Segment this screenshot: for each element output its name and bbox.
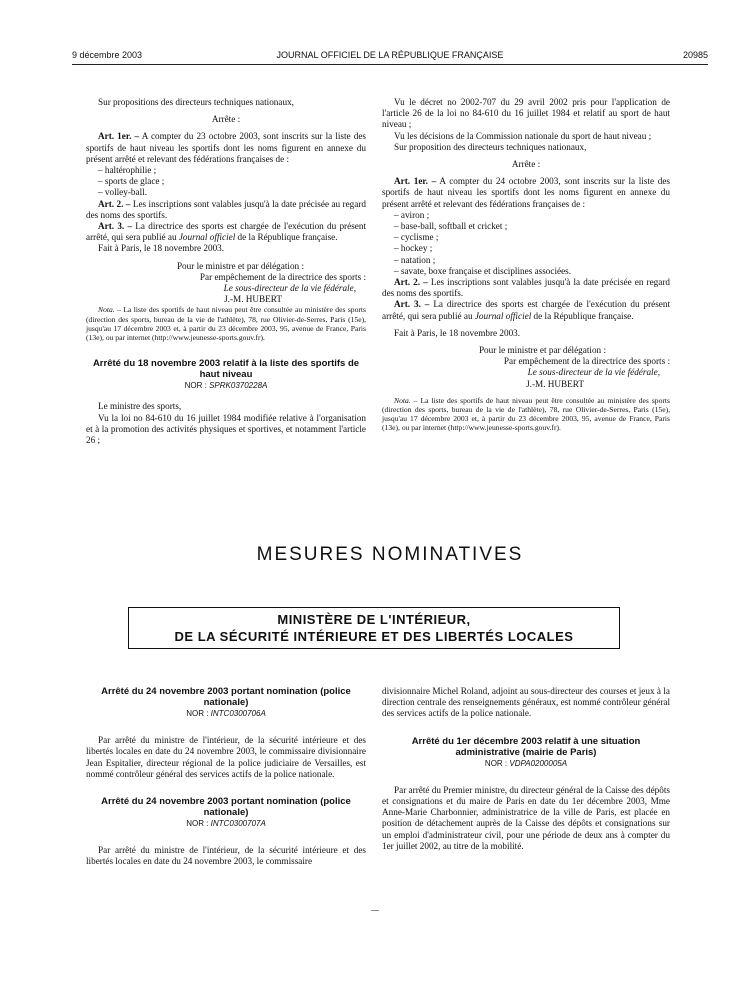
- signature-line-1: Pour le ministre et par délégation :: [176, 260, 304, 271]
- signature-line-3: Le sous-directeur de la vie fédérale,: [527, 367, 660, 378]
- bottom-right-column: [382, 686, 670, 852]
- running-header: [72, 50, 708, 64]
- article-1: [86, 131, 366, 165]
- ministry-box: [128, 607, 620, 649]
- ministry-line-2: DE LA SÉCURITÉ INTÉRIEURE ET DES LIBERTÉS LOCALES: [174, 629, 574, 644]
- arrete-label: Arrête :: [211, 114, 241, 125]
- nor-code: INTC0300706A: [210, 709, 266, 718]
- article-3-text-b: de la République française.: [237, 232, 338, 243]
- top-left-column: [86, 97, 366, 446]
- article-3-label: Art. 3. –: [394, 299, 430, 310]
- list-item: – sports de glace ;: [98, 176, 165, 187]
- arrete-nomination-2-nor: [86, 818, 366, 829]
- article-1-text: A compter du 24 octobre 2003, sont inscrits sur la liste des sportifs de haut niveau les sportifs dont les noms figurent en annexe du présent arrêté et relevant des fédérations françaises de :: [382, 176, 670, 209]
- arrete-18-title: Arrêté du 18 novembre 2003 relatif à la liste des sportifs de haut niveau: [92, 358, 360, 381]
- fait-a-paris: Fait à Paris, le 18 novembre 2003.: [394, 327, 521, 338]
- signature-name: J.-M. HUBERT: [224, 294, 282, 305]
- article-3: [86, 221, 366, 243]
- nota-paragraph: [86, 305, 366, 342]
- arrete-nomination-2-title: Arrêté du 24 novembre 2003 portant nomination (police nationale): [101, 796, 351, 819]
- arrete-nomination-1-title: Arrêté du 24 novembre 2003 portant nomination (police nationale): [101, 686, 351, 708]
- vu-loi-paragraph: Vu la loi no 84-610 du 16 juillet 1984 modifiée relative à l'organisation et à la promotion des activités physiques et sportives, et notamment l'article 26 ;: [86, 412, 366, 446]
- article-1-label: Art. 1er. –: [394, 176, 437, 187]
- arrete-nomination-1-text: Par arrêté du ministre de l'intérieur, de la sécurité intérieure et des libertés locales en date du 24 novembre 2003, le commissaire divisionnaire Jean Espitalier, directeur régional de la police judiciaire de Versailles, est nommé contrôleur général des services actifs de la police nationale.: [86, 735, 366, 779]
- article-2-text: Les inscriptions sont valables jusqu'à la date précisée au regard des noms des sportifs.: [86, 198, 367, 220]
- signature-line-2: Par empêchement de la directrice des sports :: [503, 356, 670, 367]
- arrete-label: Arrête :: [511, 159, 541, 170]
- article-2-label: Art. 2. –: [394, 277, 428, 288]
- header-date: 9 décembre 2003: [72, 50, 143, 60]
- arrete-mairie-text: Par arrêté du Premier ministre, du directeur général de la Caisse des dépôts et consignations et du maire de Paris en date du 1er décembre 2003, Mme Anne-Marie Charbonnier, administratrice de la ville de Paris, est placée en position de détachement auprès de la Caisse des dépôts et consignations sur un emploi d'administrateur civil, pour une période de deux ans à compter du 1er juillet 2002, au titre de la mobilité.: [382, 784, 670, 851]
- nota-label: Nota. –: [98, 305, 121, 315]
- list-item: – aviron ;: [394, 209, 430, 220]
- arrete-mairie-title: Arrêté du 1er décembre 2003 relatif à une situation administrative (mairie de Paris): [411, 735, 641, 758]
- signature-line-3: Le sous-directeur de la vie fédérale,: [223, 283, 356, 294]
- list-item: – haltérophilie ;: [98, 165, 157, 176]
- arrete-nomination-1-nor: [86, 708, 366, 719]
- article-1-text: A compter du 23 octobre 2003, sont inscrits sur la liste des sportifs de haut niveau les sportifs dont les noms figurent en annexe du présent arrêté et relevant des fédérations françaises de :: [86, 131, 366, 164]
- signature-name: J.-M. HUBERT: [526, 378, 584, 389]
- fait-a-paris: Fait à Paris, le 18 novembre 2003.: [98, 243, 225, 254]
- nor-code: SPRK0370228A: [209, 381, 268, 391]
- header-rule: [72, 64, 708, 65]
- article-2-text: Les inscriptions sont valables jusqu'à la date précisée en regard des noms des sportifs.: [382, 277, 670, 299]
- article-3-text-a: La directrice des sports est chargée de l'exécution du présent arrêté, qui sera publié au: [86, 221, 366, 243]
- nor-code: VDPA0200005A: [509, 758, 568, 768]
- list-item: – volley-ball.: [98, 187, 147, 198]
- article-3-text-b: de la République française.: [533, 310, 634, 321]
- list-item: – base-ball, softball et cricket ;: [394, 221, 508, 232]
- nor-label: NOR :: [186, 709, 209, 718]
- journal-officiel-italic: Journal officiel: [178, 232, 236, 243]
- signature-line-1: Pour le ministre et par délégation :: [478, 345, 606, 356]
- arrete-mairie-nor: [382, 758, 670, 769]
- top-right-column: [382, 97, 670, 433]
- vu-decret-paragraph: Vu le décret no 2002-707 du 29 avril 2002 pris pour l'application de l'article 26 de la loi no 84-610 du 16 juillet 1984 et relatif au sport de haut niveau ;: [382, 97, 670, 130]
- article-2-label: Art. 2. –: [98, 198, 131, 209]
- signature-line-2: Par empêchement de la directrice des sports :: [199, 271, 366, 282]
- header-page-number: 20985: [682, 50, 708, 60]
- header-title: JOURNAL OFFICIEL DE LA RÉPUBLIQUE FRANÇAISE: [276, 50, 504, 60]
- nor-label: NOR :: [484, 758, 508, 768]
- nota-label: Nota. –: [394, 395, 418, 405]
- arrete-nomination-2-text: Par arrêté du ministre de l'intérieur, de la sécurité intérieure et des libertés locales en date du 24 novembre 2003, le commissaire: [86, 845, 366, 867]
- list-item: – hockey ;: [394, 243, 433, 254]
- list-item: – cyclisme ;: [394, 232, 439, 243]
- minister-line: Le ministre des sports,: [98, 401, 182, 412]
- section-title: MESURES NOMINATIVES: [256, 544, 524, 565]
- article-2: [86, 199, 366, 221]
- journal-officiel-italic: Journal officiel: [474, 310, 532, 321]
- list-item: – savate, boxe française et disciplines associées.: [394, 265, 572, 276]
- continued-paragraph: divisionnaire Michel Roland, adjoint au sous-directeur des courses et jeux à la direction centrale des renseignements généraux, est nommé contrôleur général des services actifs de la police nationale.: [382, 686, 671, 719]
- nota-paragraph: [382, 396, 670, 433]
- vu-decisions-paragraph: Vu les décisions de la Commission nationale du sport de haut niveau ;: [394, 130, 652, 141]
- ministry-line-1: MINISTÈRE DE L'INTÉRIEUR,: [277, 612, 471, 627]
- intro-paragraph: Sur propositions des directeurs techniques nationaux,: [98, 97, 294, 107]
- footer-mark: [371, 910, 379, 911]
- nor-label: NOR :: [184, 381, 207, 391]
- article-3-text-a: La directrice des sports est chargée de l'exécution du présent arrêté, qui sera publié au: [382, 299, 671, 321]
- bottom-left-column: [86, 686, 366, 868]
- nor-label: NOR :: [186, 819, 209, 829]
- list-item: – natation ;: [394, 254, 436, 265]
- nota-text: La liste des sportifs de haut niveau peut être consultée au ministère des sports (direction des sports, bureau de la vie de l'athlète), 78, rue Olivier-de-Serres, Paris (15e), jusqu'au 17 décembre 2003 et, à partir du 23 décembre 2003, 95, avenue de France, Paris (13e), ou par internet (http://www.jeunesse-sports.gouv.fr).: [382, 395, 670, 433]
- article-1-label: Art. 1er. –: [98, 131, 140, 142]
- nor-code: INTC0300707A: [210, 819, 266, 829]
- article-2: [382, 277, 670, 299]
- nota-text: La liste des sportifs de haut niveau peut être consultée au ministère des sports (direction des sports, bureau de la vie de l'athlète), 78, rue Olivier-de-Serres, Paris (15e), jusqu'au 17 décembre 2003 et, à partir du 23 décembre 2003, 95, avenue de France, Paris (13e), ou par internet (http://www.jeunesse-sports.gouv.fr).: [86, 305, 366, 343]
- article-3: [382, 299, 670, 321]
- proposition-paragraph: Sur proposition des directeurs techniques nationaux,: [394, 141, 587, 152]
- article-3-label: Art. 3. –: [98, 221, 133, 232]
- article-1: [382, 176, 670, 210]
- arrete-18-nor: [86, 380, 366, 391]
